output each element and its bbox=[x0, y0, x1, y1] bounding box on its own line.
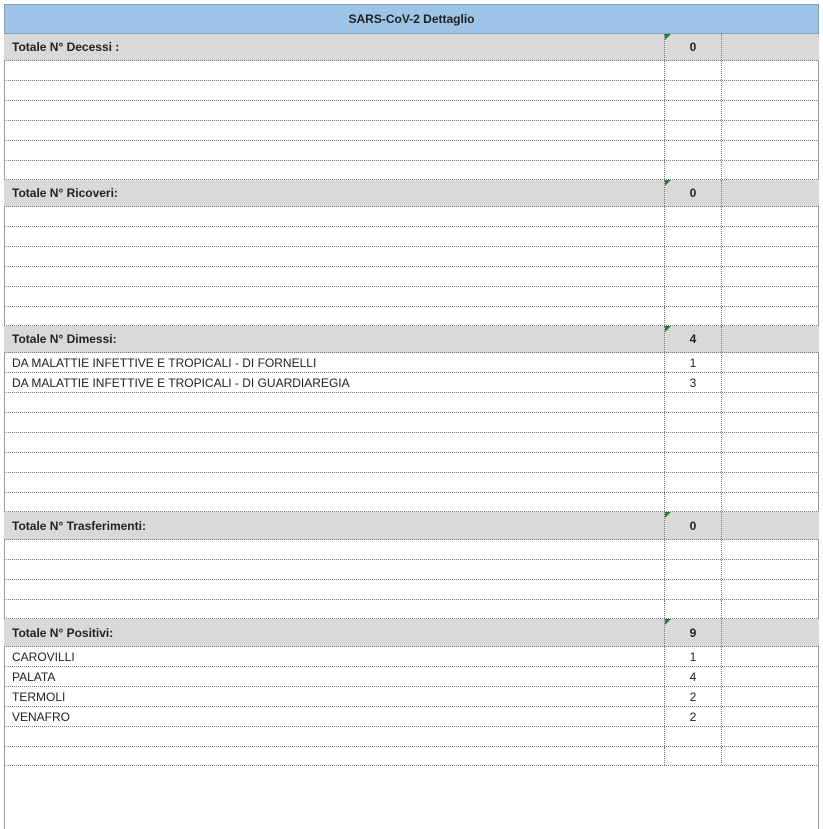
table-row[interactable] bbox=[4, 707, 819, 727]
comment-flag-icon bbox=[665, 512, 671, 518]
section-total-value: 4 bbox=[689, 332, 697, 346]
row-value-cell[interactable] bbox=[664, 227, 722, 246]
table-row[interactable] bbox=[4, 687, 819, 707]
table-row[interactable] bbox=[4, 667, 819, 687]
row-value-cell[interactable] bbox=[664, 101, 722, 120]
section-label[interactable]: Totale N° Positivi: bbox=[12, 625, 114, 640]
row-value-cell[interactable] bbox=[664, 560, 722, 579]
section-total[interactable] bbox=[664, 619, 722, 646]
row-value-cell[interactable]: 2 bbox=[664, 707, 722, 726]
row-label-cell[interactable] bbox=[4, 101, 664, 120]
row-label-cell[interactable] bbox=[4, 600, 664, 618]
row-value-cell[interactable] bbox=[664, 267, 722, 286]
row-label-cell[interactable] bbox=[4, 207, 664, 226]
table-row[interactable] bbox=[4, 161, 819, 180]
row-value-cell[interactable] bbox=[664, 747, 722, 765]
section-total-value: 0 bbox=[689, 518, 697, 533]
section-header-row[interactable] bbox=[4, 512, 819, 540]
table-row[interactable] bbox=[4, 493, 819, 512]
table-row[interactable] bbox=[4, 453, 819, 473]
table-row[interactable] bbox=[4, 61, 819, 81]
row-value-cell[interactable]: 4 bbox=[664, 667, 722, 686]
table-row[interactable] bbox=[4, 141, 819, 161]
table-row[interactable] bbox=[4, 207, 819, 227]
row-value-cell[interactable] bbox=[664, 540, 722, 559]
row-value-cell[interactable] bbox=[664, 727, 722, 746]
row-value-cell[interactable] bbox=[664, 493, 722, 511]
row-value-cell[interactable]: 2 bbox=[664, 687, 722, 706]
row-value-cell[interactable] bbox=[664, 161, 722, 179]
section-label[interactable]: Totale N° Ricoveri: bbox=[12, 186, 118, 200]
row-label-cell[interactable] bbox=[4, 453, 664, 472]
row-label-cell[interactable] bbox=[4, 580, 664, 599]
table-row[interactable] bbox=[4, 267, 819, 287]
row-label-cell[interactable] bbox=[4, 747, 664, 765]
row-value-cell[interactable] bbox=[664, 413, 722, 432]
table-row[interactable] bbox=[4, 101, 819, 121]
row-label-cell[interactable] bbox=[4, 493, 664, 511]
section-total-value: 0 bbox=[689, 186, 697, 200]
row-value-cell[interactable] bbox=[664, 580, 722, 599]
table-row[interactable] bbox=[4, 580, 819, 600]
table-row[interactable] bbox=[4, 647, 819, 667]
table-row[interactable] bbox=[4, 413, 819, 433]
section-total[interactable] bbox=[664, 180, 722, 206]
row-value-cell[interactable] bbox=[664, 207, 722, 226]
table-row[interactable] bbox=[4, 81, 819, 101]
table-row[interactable] bbox=[4, 287, 819, 307]
row-value-cell[interactable] bbox=[664, 247, 722, 266]
section-label[interactable]: Totale N° Trasferimenti: bbox=[12, 518, 146, 533]
row-label-cell[interactable] bbox=[4, 307, 664, 325]
section-total-value: 0 bbox=[689, 40, 697, 54]
row-value-cell[interactable] bbox=[664, 600, 722, 618]
table-row[interactable] bbox=[4, 353, 819, 373]
row-label-cell[interactable] bbox=[4, 473, 664, 492]
section-total-value: 9 bbox=[689, 625, 697, 640]
row-label-cell[interactable] bbox=[4, 247, 664, 266]
table-row[interactable] bbox=[4, 121, 819, 141]
row-label-cell[interactable] bbox=[4, 727, 664, 746]
row-label-cell[interactable] bbox=[4, 141, 664, 160]
row-label-cell[interactable] bbox=[4, 560, 664, 579]
row-label-cell[interactable] bbox=[4, 61, 664, 80]
comment-flag-icon bbox=[665, 326, 671, 332]
row-label-cell[interactable]: PALATA bbox=[12, 669, 56, 684]
table-row[interactable] bbox=[4, 727, 819, 747]
table-row[interactable] bbox=[4, 307, 819, 326]
comment-flag-icon bbox=[665, 34, 671, 40]
section-total[interactable] bbox=[664, 512, 722, 539]
section-header-row[interactable] bbox=[4, 619, 819, 647]
section-header-row[interactable] bbox=[4, 34, 819, 61]
row-value-cell[interactable] bbox=[664, 473, 722, 492]
row-value-cell[interactable] bbox=[664, 61, 722, 80]
row-label-cell[interactable] bbox=[4, 413, 664, 432]
row-label-cell[interactable]: DA MALATTIE INFETTIVE E TROPICALI - DI GUARDIAREGIA bbox=[12, 375, 350, 390]
table-row[interactable] bbox=[4, 433, 819, 453]
table-row[interactable] bbox=[4, 747, 819, 766]
row-value-cell[interactable] bbox=[664, 81, 722, 100]
table-row[interactable] bbox=[4, 227, 819, 247]
section-label[interactable]: Totale N° Dimessi: bbox=[12, 332, 117, 346]
row-value-cell[interactable] bbox=[664, 287, 722, 306]
row-value-cell[interactable] bbox=[664, 121, 722, 140]
row-label-cell[interactable] bbox=[4, 540, 664, 559]
row-value-cell[interactable]: 3 bbox=[664, 373, 722, 392]
table-row[interactable] bbox=[4, 540, 819, 560]
section-total[interactable] bbox=[664, 34, 722, 60]
comment-flag-icon bbox=[665, 619, 671, 625]
row-label-cell[interactable] bbox=[4, 121, 664, 140]
row-label-cell[interactable]: VENAFRO bbox=[12, 709, 71, 724]
row-value-cell[interactable] bbox=[664, 141, 722, 160]
section-label[interactable]: Totale N° Decessi : bbox=[12, 40, 120, 54]
section-header-row[interactable] bbox=[4, 326, 819, 353]
section-header-row[interactable] bbox=[4, 180, 819, 207]
row-value-cell[interactable] bbox=[664, 453, 722, 472]
row-label-cell[interactable] bbox=[4, 267, 664, 286]
table-row[interactable] bbox=[4, 373, 819, 393]
row-label-cell[interactable] bbox=[4, 227, 664, 246]
comment-flag-icon bbox=[665, 180, 671, 186]
table-row[interactable] bbox=[4, 560, 819, 580]
row-value-cell[interactable] bbox=[664, 433, 722, 452]
row-label-cell[interactable] bbox=[4, 393, 664, 412]
row-label-cell[interactable] bbox=[4, 433, 664, 452]
row-label-cell[interactable]: DA MALATTIE INFETTIVE E TROPICALI - DI FORNELLI bbox=[12, 355, 317, 370]
row-label-cell[interactable] bbox=[4, 161, 664, 179]
row-value-cell[interactable]: 1 bbox=[664, 353, 722, 372]
row-label-cell[interactable] bbox=[4, 287, 664, 306]
sheet-title: SARS-CoV-2 Dettaglio bbox=[4, 4, 819, 34]
row-label-cell[interactable] bbox=[4, 81, 664, 100]
section-total[interactable] bbox=[664, 326, 722, 352]
row-value-cell[interactable]: 1 bbox=[664, 647, 722, 666]
table-row[interactable] bbox=[4, 393, 819, 413]
row-value-cell[interactable] bbox=[664, 307, 722, 325]
row-label-cell[interactable]: TERMOLI bbox=[12, 689, 66, 704]
table-row[interactable] bbox=[4, 247, 819, 267]
row-value-cell[interactable] bbox=[664, 393, 722, 412]
table-row[interactable] bbox=[4, 600, 819, 619]
table-row[interactable] bbox=[4, 473, 819, 493]
row-label-cell[interactable]: CAROVILLI bbox=[12, 649, 75, 664]
